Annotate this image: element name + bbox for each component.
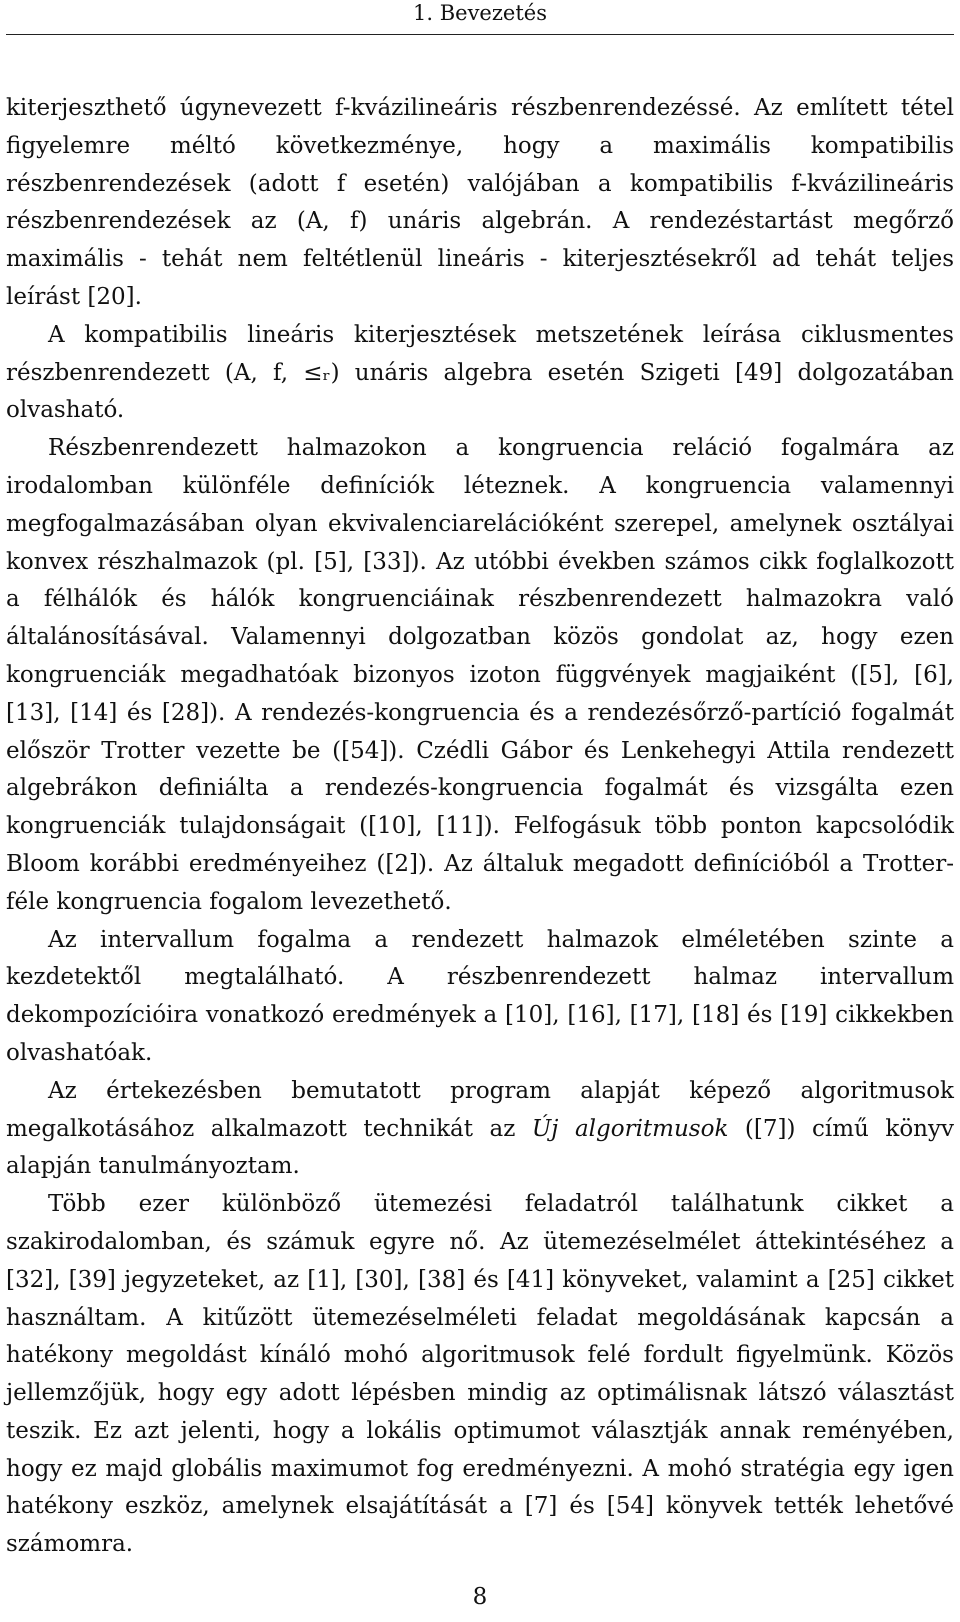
header-rule bbox=[6, 34, 954, 35]
paragraph-2: A kompatibilis lineáris kiterjesztések metszetének leírása ciklusmentes részbenrendezett (A, f, ≤ᵣ) unáris algebra esetén Szigeti [49] dolgozatában olvasható. bbox=[6, 321, 954, 424]
paragraph-5-text-before: Az értekezésben bemutatott program alapját képező algoritmusok megalkotásához alkalmazott technikát az bbox=[6, 1077, 954, 1142]
paragraph-5 bbox=[6, 1073, 954, 1186]
paragraph-6: Több ezer különböző ütemezési feladatról találhatunk cikket a szakirodalomban, és számuk egyre nő. Az ütemezéselmélet áttekintéséhez a [32], [39] jegyzeteket, az [1], [30], [38] és [41] könyveket, valamint a [25] cikket használtam. A kitűzött ütemezéselméleti feladat megoldásának kapcsán a hatékony megoldást kínáló mohó algoritmusok felé fordult figyelmünk. Közös jellemzőjük, hogy egy adott lépésben mindig az optimálisnak látszó választást teszik. Ez azt jelenti, hogy a lokális optimumot választják annak reményében, hogy ez majd globális maximumot fog eredményezni. A mohó stratégia egy igen hatékony eszköz, amelynek elsajátítását a [7] és [54] könyvek tették lehetővé számomra. bbox=[6, 1191, 954, 1558]
running-header bbox=[0, 0, 960, 26]
paragraph-5-text-after: ([7]) című könyv alapján tanulmányoztam. bbox=[6, 1115, 954, 1180]
running-title: 1. Bevezetés bbox=[413, 1, 547, 25]
book-title: Új algoritmusok bbox=[531, 1115, 729, 1142]
paragraph-1: kiterjeszthető úgynevezett f-kvázilineáris részbenrendezéssé. Az említett tétel figyelemre méltó következménye, hogy a maximális kompatibilis részbenrendezések (adott f esetén) valójában a kompatibilis f-kvázilineáris részbenrendezések az (A, f) unáris algebrán. A rendezéstartást megőrző maximális - tehát nem feltétlenül lineáris - kiterjesztésekről ad tehát teljes leírást [20]. bbox=[6, 95, 954, 310]
paragraph-4: Az intervallum fogalma a rendezett halmazok elméletében szinte a kezdetektől megtalálható. A részbenrendezett halmaz intervallum dekompozícióira vonatkozó eredmények a [10], [16], [17], [18] és [19] cikkekben olvashatóak. bbox=[6, 926, 954, 1066]
page-number: 8 bbox=[472, 1584, 488, 1610]
body-text bbox=[6, 90, 954, 1564]
paragraph-3: Részbenrendezett halmazokon a kongruencia reláció fogalmára az irodalomban különféle definíciók léteznek. A kongruencia valamennyi megfogalmazásában olyan ekvivalenciarelációként szerepel, amelynek osztályai konvex részhalmazok (pl. [5], [33]). Az utóbbi években számos cikk foglalkozott a félhálók és hálók kongruenciáinak részbenrendezett halmazokra való általánosításával. Valamennyi dolgozatban közös gondolat az, hogy ezen kongruenciák megadhatóak bizonyos izoton függvények magjaiként ([5], [6], [13], [14] és [28]). A rendezés-kongruencia és a rendezésőrző-partíció fogalmát először Trotter vezette be ([54]). Czédli Gábor és Lenkehegyi Attila rendezett algebrákon definiálta a rendezés-kongruencia fogalmát és vizsgálta ezen kongruenciák tulajdonságait ([10], [11]). Felfogásuk több ponton kapcsolódik Bloom korábbi eredményeihez ([2]). Az általuk megadott definícióból a Trotter-féle kongruencia fogalom levezethető. bbox=[6, 435, 954, 915]
